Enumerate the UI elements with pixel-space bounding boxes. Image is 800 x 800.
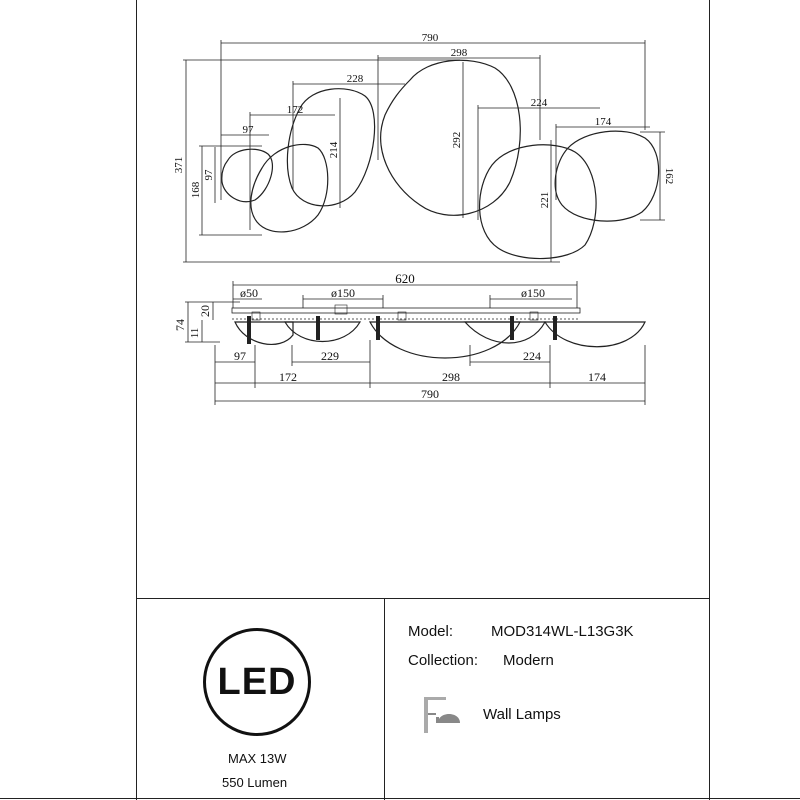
dim-width-3: 228 xyxy=(346,73,364,85)
dim-base-1: ø50 xyxy=(240,286,258,300)
top-view xyxy=(173,32,675,262)
dim-height-4: 292 xyxy=(451,131,463,149)
dim-base-3: ø150 xyxy=(521,286,545,300)
dim-height-2: 168 xyxy=(190,181,202,199)
model-value: MOD314WL-L13G3K xyxy=(491,623,634,640)
dim-height-5: 221 xyxy=(539,191,551,209)
dim-height-1: 97 xyxy=(203,169,215,181)
wall-lamp-icon xyxy=(424,693,464,733)
dim-width-4: 298 xyxy=(450,47,468,59)
dim-overall-height: 371 xyxy=(173,156,185,174)
dim-width-1: 97 xyxy=(242,124,254,136)
dim-height-6: 162 xyxy=(663,167,675,185)
category-label: Wall Lamps xyxy=(483,706,561,723)
dim-shade-height: 11 xyxy=(189,327,201,339)
dim-bottom-1c: 224 xyxy=(523,349,541,363)
dim-bar-height: 20 xyxy=(198,305,212,317)
collection-value: Modern xyxy=(503,652,554,669)
model-label: Model: xyxy=(408,623,454,640)
dim-bottom-1a: 97 xyxy=(234,349,246,363)
led-text: LED xyxy=(217,660,297,703)
dim-overall-width: 790 xyxy=(421,32,439,44)
dim-bottom-1b: 229 xyxy=(321,349,339,363)
dim-bottom-2b: 298 xyxy=(442,370,460,384)
dim-side-height: 74 xyxy=(173,319,187,331)
lumen: 550 Lumen xyxy=(222,775,288,790)
dim-width-6: 174 xyxy=(594,116,612,128)
dim-mount-length: 620 xyxy=(395,271,415,286)
dim-height-3: 214 xyxy=(328,141,340,159)
dim-bottom-overall: 790 xyxy=(421,387,439,401)
dim-width-5: 224 xyxy=(530,97,548,109)
bottom-border xyxy=(0,798,800,799)
dim-bottom-2a: 172 xyxy=(279,370,297,384)
side-view xyxy=(173,271,645,405)
max-power: MAX 13W xyxy=(228,751,287,766)
dim-bottom-2c: 174 xyxy=(588,370,606,384)
footer-middle-divider xyxy=(384,598,385,800)
collection-label: Collection: xyxy=(408,652,479,669)
dim-width-2: 172 xyxy=(286,104,304,116)
led-badge xyxy=(203,628,311,736)
dim-base-2: ø150 xyxy=(331,286,355,300)
